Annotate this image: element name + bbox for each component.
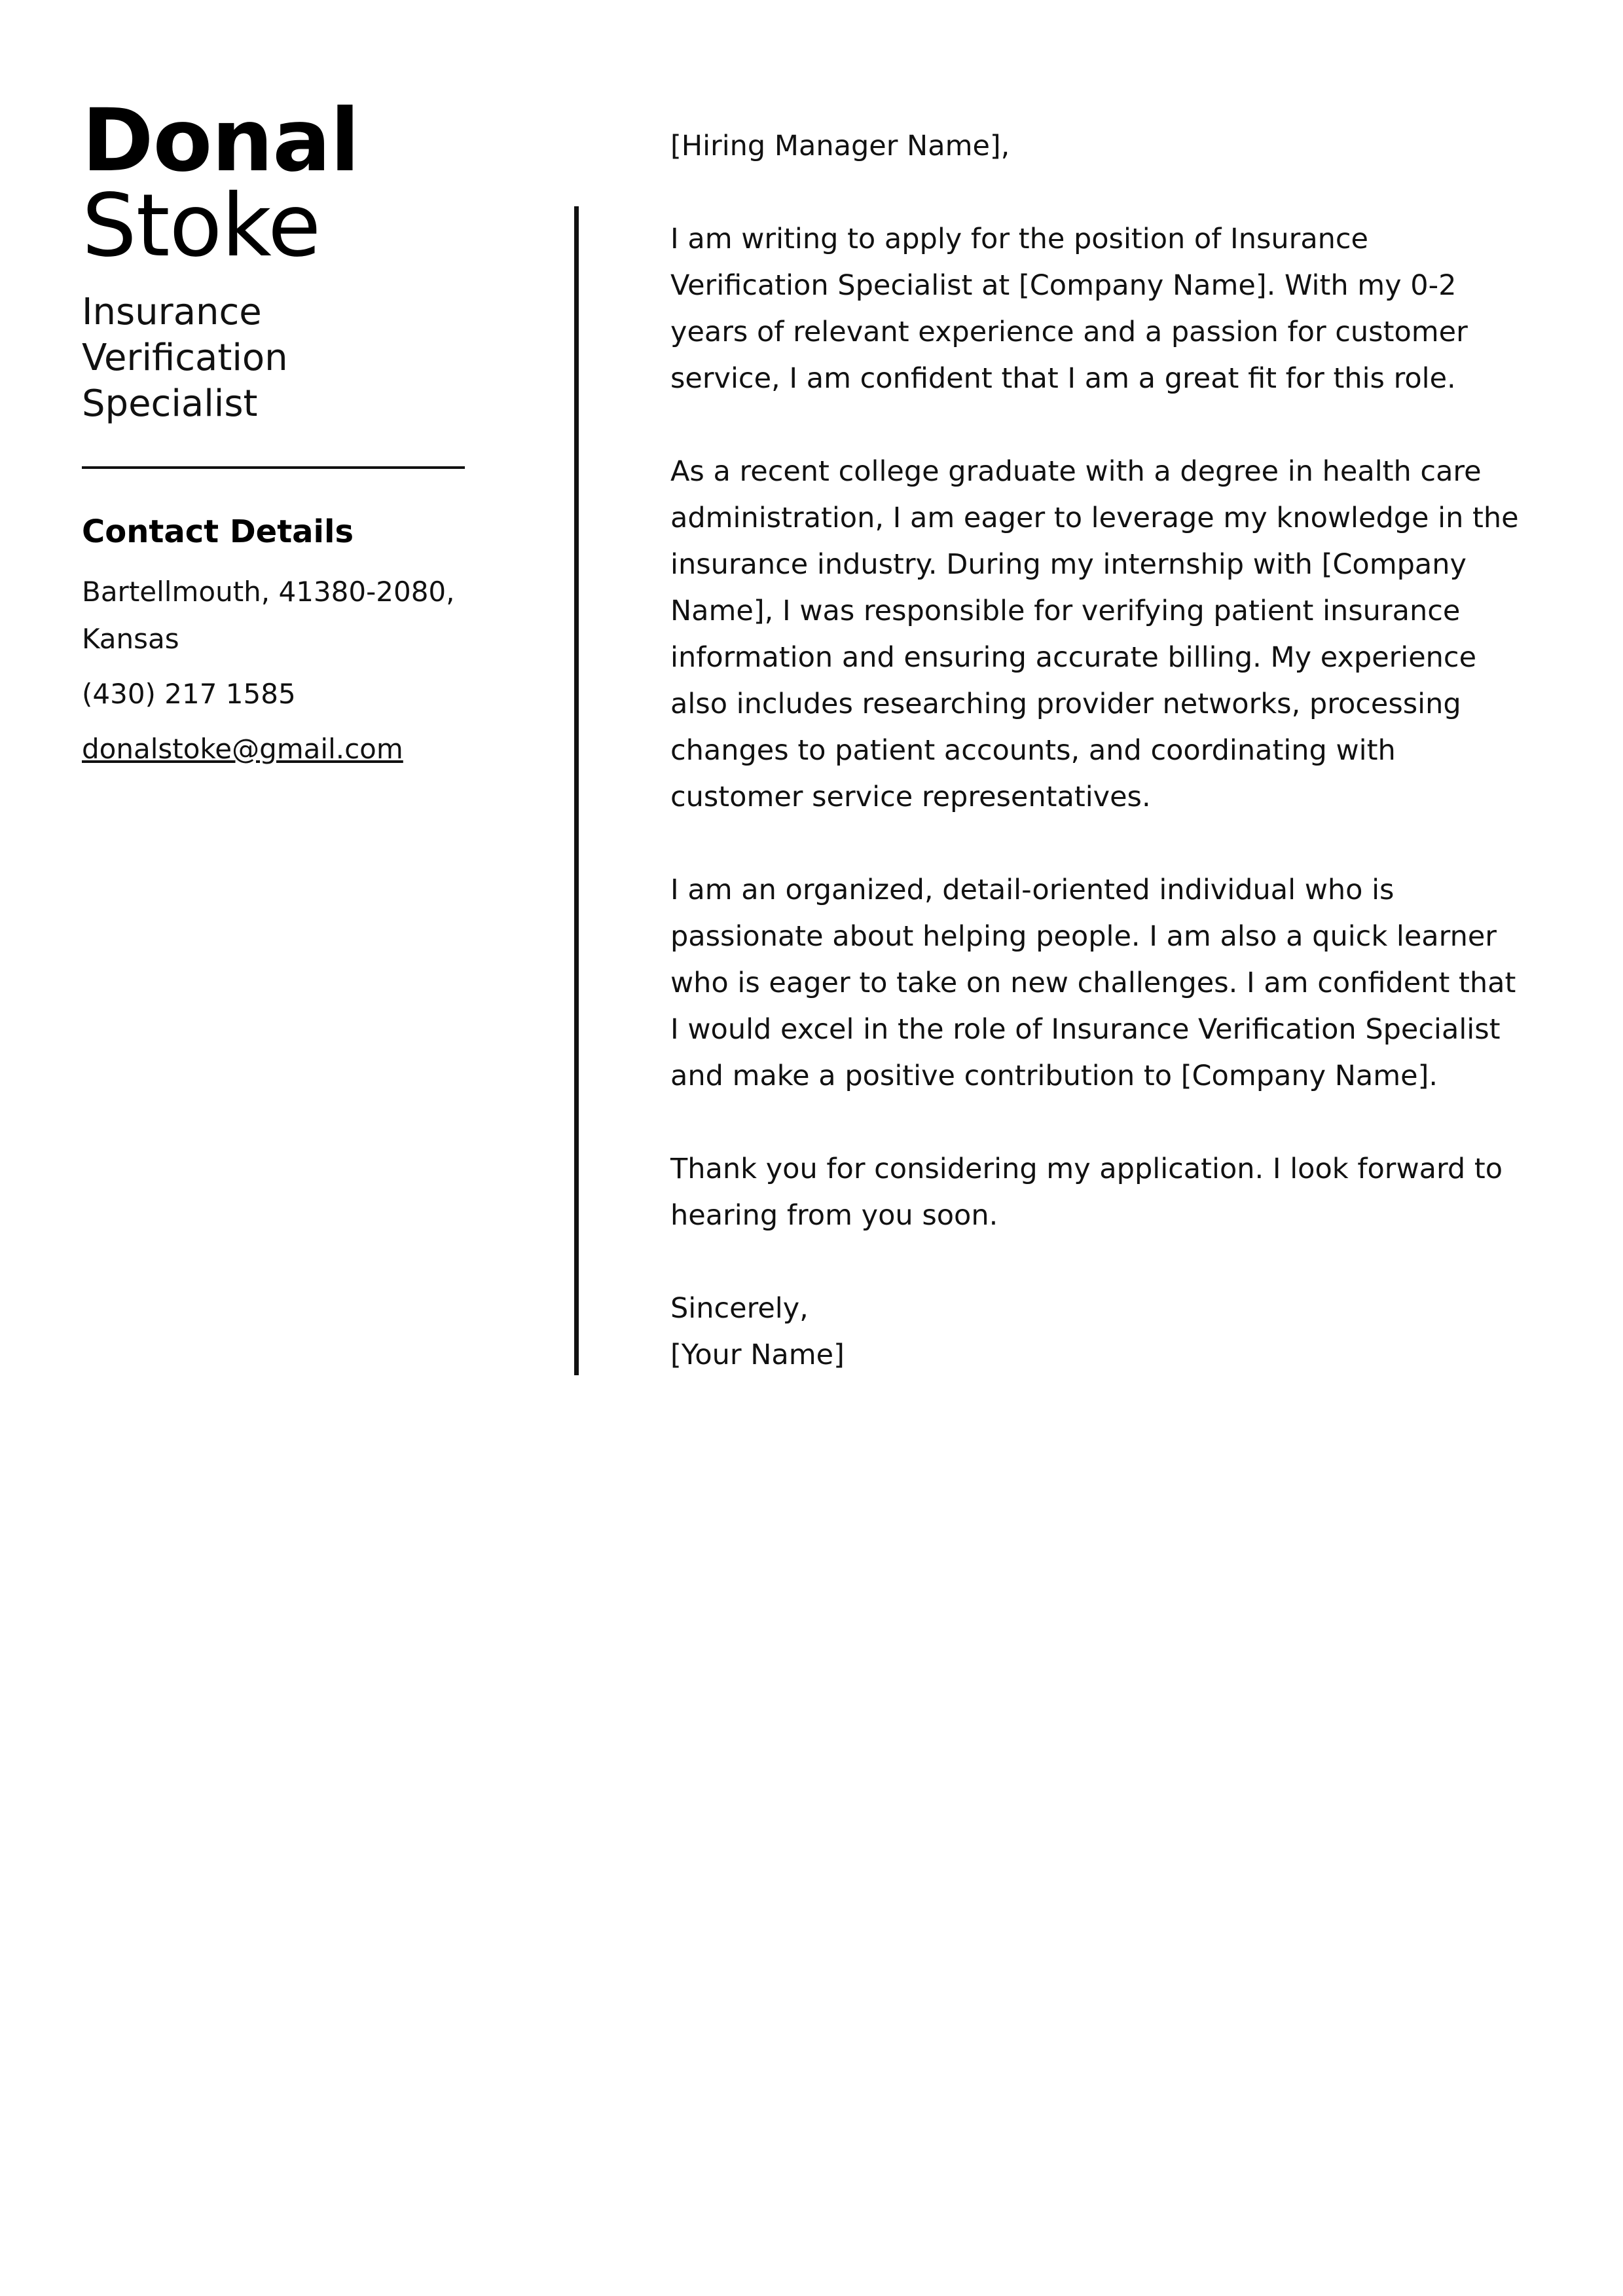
letter-paragraph-4: Thank you for considering my application. I look forward to hearing from you soon. [670, 1153, 1503, 1232]
signature: [Your Name] [670, 1339, 845, 1371]
sidebar [82, 90, 475, 773]
letter-body [670, 123, 1528, 1379]
contact-email-link[interactable]: donalstoke@gmail.com [82, 733, 403, 765]
letter-paragraph-2: As a recent college graduate with a degree in health care administration, I am eager to leverage my knowledge in the insurance industry. During my internship with [Company Name], I was responsible for verifying patient insurance information and ensuring accurate billing. My experience also includes researching provider networks, processing changes to patient accounts, and coordinating with customer service representatives. [670, 455, 1519, 813]
letter-paragraph-3: I am an organized, detail-oriented individual who is passionate about helping people. I am also a quick learner who is eager to take on new challenges. I am confident that I would excel in the role of Insurance Verification Specialist and make a positive contribution to [Company Name]. [670, 874, 1516, 1092]
contact-address: Bartellmouth, 41380-2080, Kansas [82, 576, 455, 655]
contact-heading: Contact Details [82, 513, 354, 550]
job-title: Insurance Verification Specialist [82, 291, 288, 425]
letter-paragraph-1: I am writing to apply for the position of Insurance Verification Specialist at [Company Name]. With my 0-2 years of relevant experience and a passion for customer service, I am confident that I am a great fit for this role. [670, 223, 1468, 395]
vertical-divider [574, 206, 579, 1375]
sidebar-divider [82, 466, 465, 469]
last-name: Stoke [82, 176, 321, 276]
salutation: [Hiring Manager Name], [670, 130, 1010, 162]
first-name: Donal [82, 90, 359, 191]
contact-phone: (430) 217 1585 [82, 678, 296, 710]
closing: Sincerely, [670, 1292, 809, 1325]
